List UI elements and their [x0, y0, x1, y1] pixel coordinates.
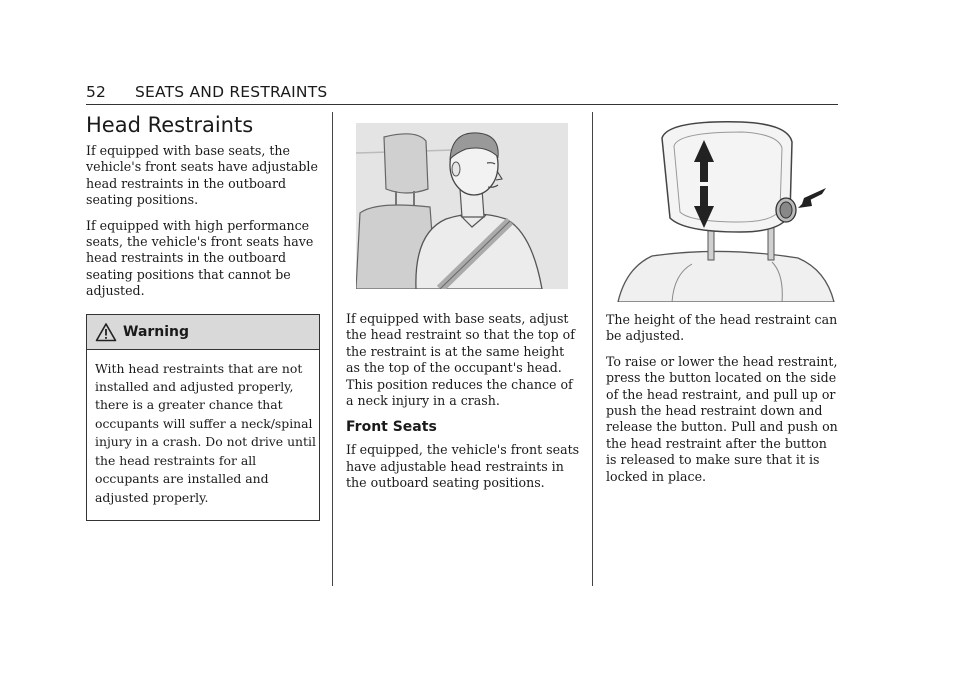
column-2 [346, 112, 580, 501]
warning-triangle-icon [95, 322, 117, 342]
paragraph: If equipped with base seats, the vehicle's front seats have adjustable head restraints in the outboard seating positions. [86, 143, 318, 208]
seated-occupant-illustration [356, 123, 580, 289]
column-divider [592, 112, 593, 586]
paragraph: To raise or lower the head restraint, press the button located on the side of the head restraint, and pull up or push the head restraint down and release the button. Pull and push on the head restraint after the button is released to make sure that it is locked in place. [606, 353, 838, 484]
section-title: SEATS AND RESTRAINTS [135, 83, 328, 101]
column-1 [86, 112, 320, 521]
column-3 [606, 112, 840, 494]
page-title: Head Restraints [86, 113, 254, 137]
warning-box [86, 314, 320, 521]
warning-text: With head restraints that are not installed and adjusted properly, there is a greater chance that occupants will suffer a neck/spinal injury in a crash. Do not drive until the head restraints for all occupants are installed and adjusted properly. [95, 360, 316, 505]
paragraph: If equipped, the vehicle's front seats have adjustable head restraints in the outboard seating positions. [346, 442, 580, 491]
paragraph: If equipped with base seats, adjust the head restraint so that the top of the restraint is at the same height as the top of the occupant's head. This position reduces the chance of a neck injury in a crash. [346, 311, 575, 409]
column-divider [332, 112, 333, 586]
warning-body [87, 350, 319, 520]
warning-header [87, 315, 319, 350]
subheading-front-seats: Front Seats [346, 419, 437, 436]
head-restraint-adjust-illustration [612, 118, 840, 302]
warning-title: Warning [123, 323, 190, 340]
page-number: 52 [86, 83, 107, 101]
page-header [86, 82, 838, 105]
paragraph: The height of the head restraint can be adjusted. [606, 312, 838, 344]
paragraph: If equipped with high performance seats, the vehicle's front seats have head restraints in the outboard seating positions that cannot be adjusted. [86, 217, 314, 299]
